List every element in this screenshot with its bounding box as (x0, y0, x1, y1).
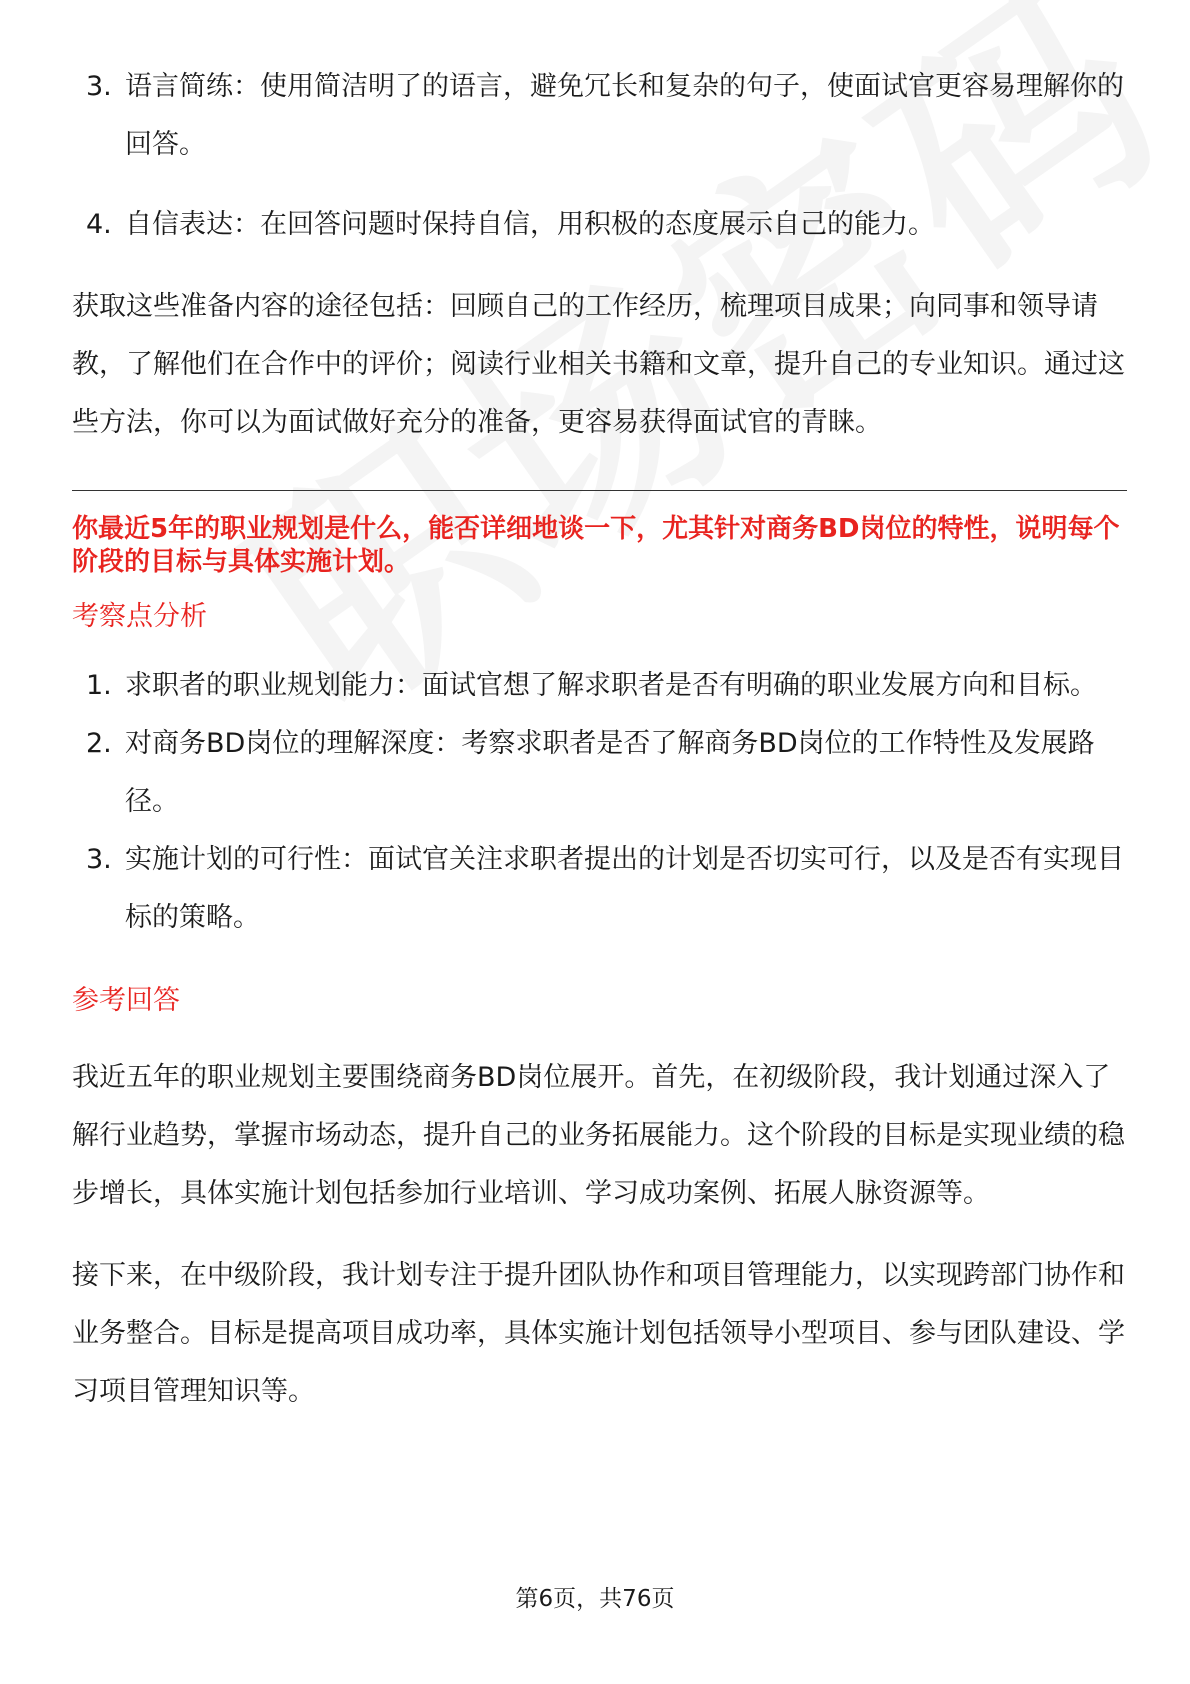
list-number: 3. (86, 71, 112, 102)
page-number-footer: 第6页，共76页 (515, 1586, 675, 1612)
answer-paragraph: 我近五年的职业规划主要围绕商务BD岗位展开。首先，在初级阶段，我计划通过深入了解行业趋势，掌握市场动态，提升自己的业务拓展能力。这个阶段的目标是实现业绩的稳步增长，具体实施计划包括参加行业培训、学习成功案例、拓展人脉资源等。 (72, 1062, 1125, 1209)
list-text: 求职者的职业规划能力：面试官想了解求职者是否有明确的职业发展方向和目标。 (125, 670, 1097, 701)
list-number: 4. (86, 209, 112, 240)
analysis-title: 考察点分析 (72, 601, 207, 632)
intro-paragraph: 获取这些准备内容的途径包括：回顾自己的工作经历，梳理项目成果；向同事和领导请教，了解他们在合作中的评价；阅读行业相关书籍和文章，提升自己的专业知识。通过这些方法，你可以为面试做好充分的准备，更容易获得面试官的青睐。 (72, 291, 1125, 438)
section-divider (72, 490, 1127, 491)
analysis-list (72, 657, 1127, 947)
answer-title: 参考回答 (72, 985, 180, 1016)
list-item (72, 831, 1127, 947)
list-item (72, 58, 1127, 174)
list-text: 实施计划的可行性：面试官关注求职者提出的计划是否切实可行，以及是否有实现目标的策略。 (125, 844, 1124, 933)
list-item (72, 196, 1127, 254)
list-number: 3. (86, 844, 112, 875)
list-item (72, 715, 1127, 831)
answer-paragraph: 接下来，在中级阶段，我计划专注于提升团队协作和项目管理能力，以实现跨部门协作和业务整合。目标是提高项目成功率，具体实施计划包括领导小型项目、参与团队建设、学习项目管理知识等。 (72, 1260, 1125, 1407)
list-text: 语言简练：使用简洁明了的语言，避免冗长和复杂的句子，使面试官更容易理解你的回答。 (125, 71, 1124, 160)
list-item (72, 657, 1127, 715)
question-heading: 你最近5年的职业规划是什么，能否详细地谈一下，尤其针对商务BD岗位的特性，说明每个阶段的目标与具体实施计划。 (72, 514, 1120, 577)
intro-list (72, 58, 1127, 254)
list-text: 自信表达：在回答问题时保持自信，用积极的态度展示自己的能力。 (125, 209, 935, 240)
list-number: 1. (86, 670, 112, 701)
page-content (72, 58, 1127, 1421)
list-number: 2. (86, 728, 112, 759)
list-text: 对商务BD岗位的理解深度：考察求职者是否了解商务BD岗位的工作特性及发展路径。 (125, 728, 1095, 817)
